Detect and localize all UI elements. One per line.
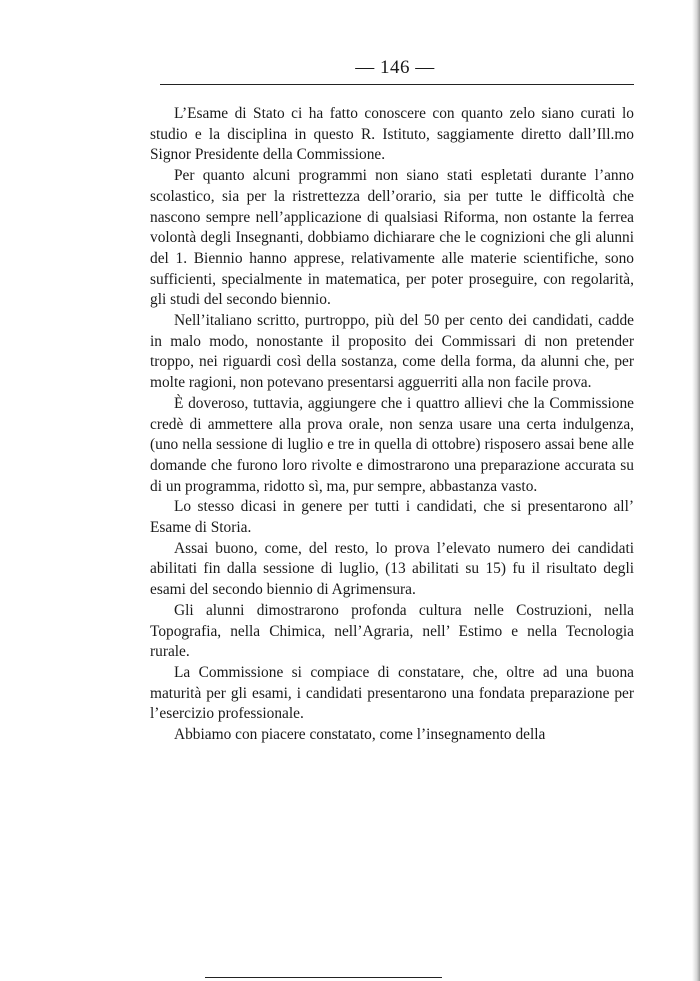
page-number: — 146 — [355, 57, 435, 78]
paragraph: Nell’italiano scritto, purtroppo, più del 50 per cento dei candidati, cadde in malo modo, nonostante il proposito dei Commissari di non pretender troppo, nei riguardi così della sostanza, come della forma, da alunni che, per molte ragioni, non potevano presentarsi agguerriti alla non facile prova. [150, 312, 634, 392]
page-edge-shadow [692, 0, 700, 981]
paragraph: Per quanto alcuni programmi non siano stati espletati durante l’anno scolastico, sia per la ristrettezza dell’orario, sia per tutte le difficoltà che nascono sempre nell’applicazione di qualsiasi Riforma, non ostante la ferrea volontà degli Insegnanti, dobbiamo dichiarare che le cognizioni che gli alunni del 1. Biennio hanno apprese, relativamente alle materie scientifiche, sono sufficienti, specialmente in matematica, per poter proseguire, con regolarità, gli studi del secondo biennio. [150, 167, 634, 309]
paragraph: È doveroso, tuttavia, aggiungere che i quattro allievi che la Commissione credè di ammettere alla prova orale, non senza usare una certa indulgenza, (uno nella sessione di luglio e tre in quella di ottobre) risposero assai bene alle domande che furono loro rivolte e dimostrarono una preparazione accurata su di un programma, ridotto sì, ma, pur sempre, abbastanza vasto. [150, 394, 634, 495]
body-text [150, 104, 634, 746]
paragraph: Abbiamo con piacere constatato, come l’insegnamento della [174, 726, 546, 744]
paragraph: La Commissione si compiace di constatare, che, oltre ad una buona maturità per gli esami, i candidati presentarono una fondata preparazione per l’esercizio professionale. [150, 663, 634, 723]
paragraph: Lo stesso dicasi in genere per tutti i candidati, che si presentarono all’ Esame di Storia. [150, 498, 634, 537]
paragraph: L’Esame di Stato ci ha fatto conoscere con quanto zelo siano curati lo studio e la disciplina in questo R. Istituto, saggiamente diretto dall’Ill.mo Signor Presidente della Commissione. [150, 105, 634, 164]
header-rule [160, 84, 634, 85]
paragraph: Gli alunni dimostrarono profonda cultura nelle Costruzioni, nella Topografia, nella Chimica, nell’Agraria, nell’ Estimo e nella Tecnologia rurale. [150, 601, 634, 661]
paragraph: Assai buono, come, del resto, lo prova l’elevato numero dei candidati abilitati fin dalla sessione di luglio, (13 abilitati su 15) fu il risultato degli esami del secondo biennio di Agrimensura. [150, 539, 634, 599]
footer-rule [205, 977, 442, 978]
